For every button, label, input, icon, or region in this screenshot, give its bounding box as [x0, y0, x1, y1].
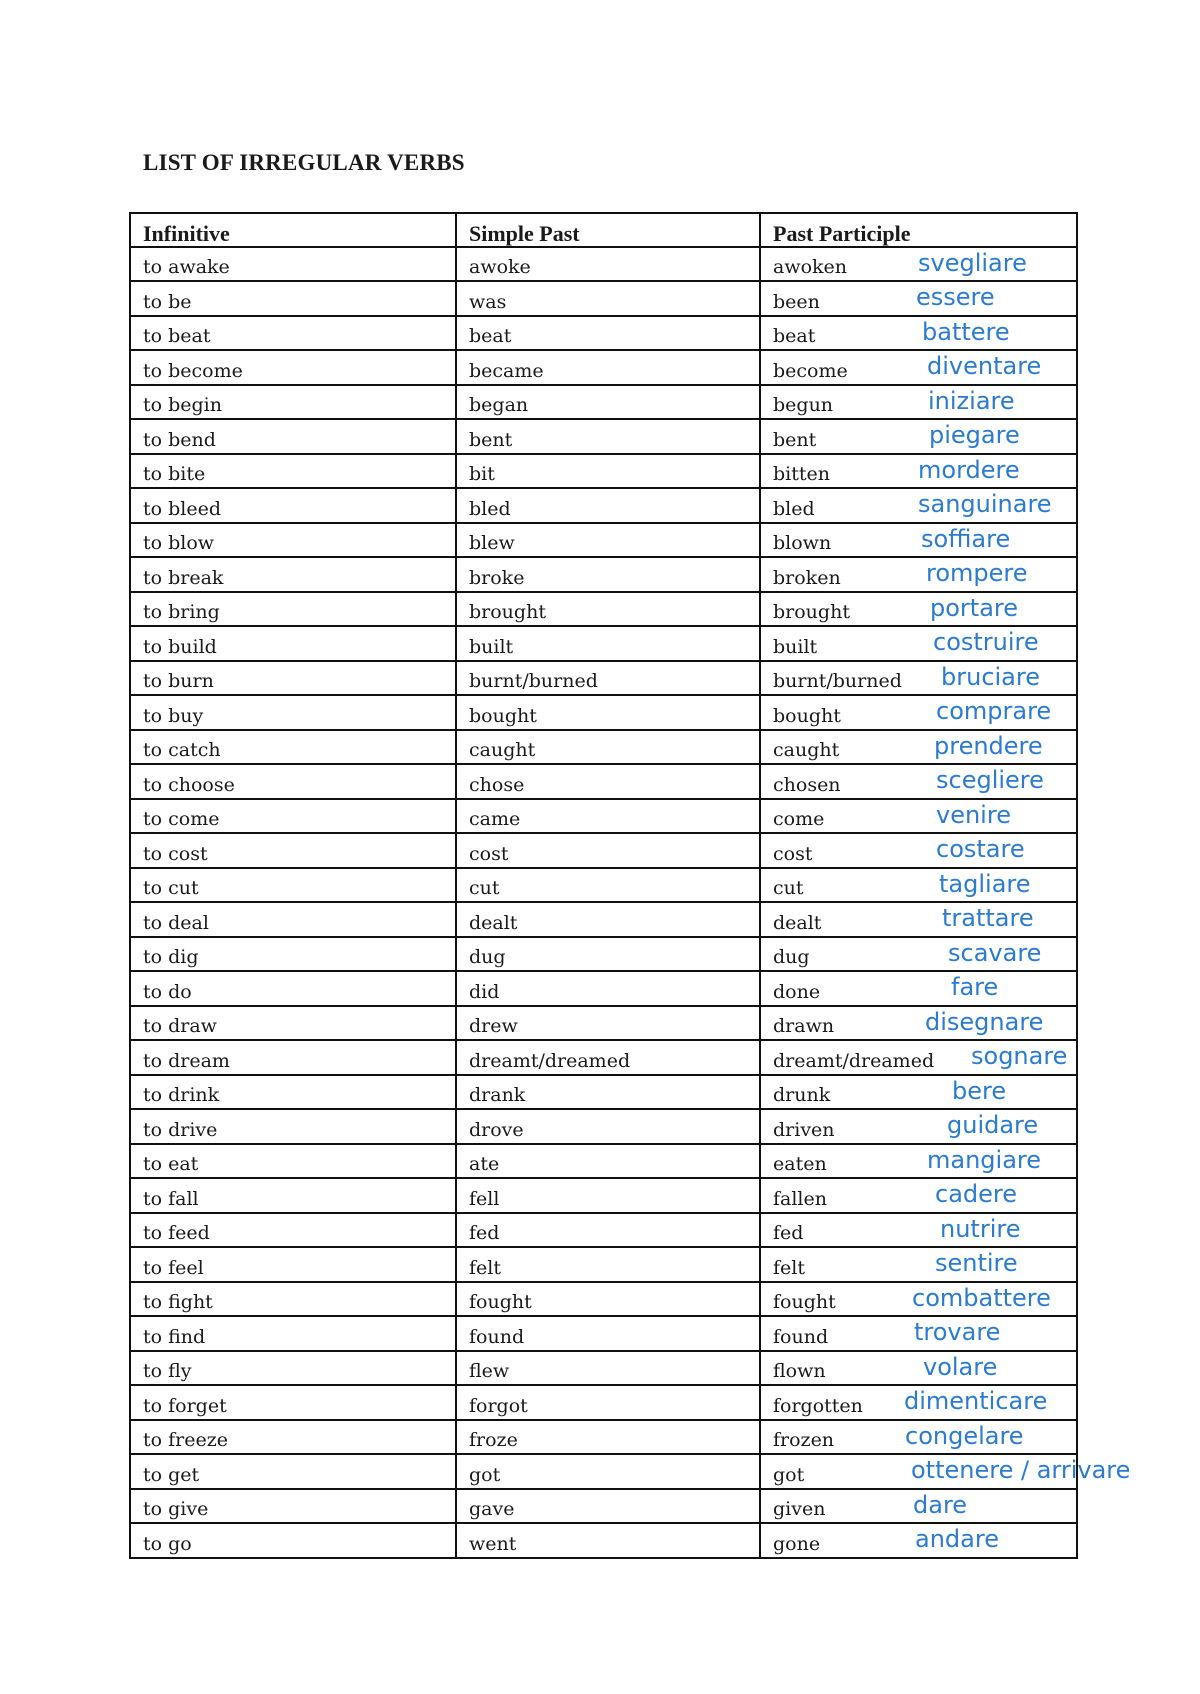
past-participle-cell [760, 730, 1077, 765]
italian-translation-annotation: sognare [971, 1042, 1068, 1070]
simple-past-cell: drew [456, 1006, 760, 1041]
simple-past-cell: ate [456, 1144, 760, 1179]
simple-past-cell: came [456, 799, 760, 834]
past-participle-text: built [773, 635, 818, 658]
past-participle-cell [760, 1178, 1077, 1213]
table-row [130, 454, 1077, 489]
simple-past-cell: froze [456, 1420, 760, 1455]
italian-translation-annotation: fare [951, 973, 999, 1001]
italian-translation-annotation: comprare [936, 697, 1052, 725]
past-participle-cell [760, 316, 1077, 351]
infinitive-cell: to deal [130, 902, 456, 937]
italian-translation-annotation: tagliare [939, 869, 1031, 898]
simple-past-cell: blew [456, 523, 760, 558]
infinitive-cell: to beat [130, 316, 456, 351]
past-participle-cell [760, 764, 1077, 799]
past-participle-cell [760, 661, 1077, 696]
past-participle-cell [760, 1109, 1077, 1144]
past-participle-cell [760, 1006, 1077, 1041]
simple-past-cell: fed [456, 1213, 760, 1248]
past-participle-cell [760, 1454, 1131, 1489]
past-participle-text: bent [773, 428, 817, 451]
past-participle-text: drawn [773, 1015, 835, 1037]
infinitive-cell: to go [130, 1523, 456, 1558]
past-participle-text: become [773, 359, 848, 382]
past-participle-text: bought [773, 704, 841, 727]
simple-past-cell: dug [456, 937, 760, 972]
simple-past-cell: was [456, 281, 760, 316]
infinitive-cell: to begin [130, 385, 456, 420]
past-participle-text: frozen [773, 1429, 835, 1451]
italian-translation-annotation: combattere [912, 1283, 1051, 1312]
infinitive-cell: to bring [130, 592, 456, 627]
table-row [130, 385, 1077, 420]
past-participle-cell [760, 626, 1077, 661]
table-row [130, 661, 1077, 696]
past-participle-text: begun [773, 394, 834, 416]
infinitive-cell: to feel [130, 1247, 456, 1282]
italian-translation-annotation: portare [930, 593, 1019, 622]
infinitive-cell: to draw [130, 1006, 456, 1041]
past-participle-text: got [773, 1463, 805, 1486]
table-row [130, 695, 1077, 730]
simple-past-cell: began [456, 385, 760, 420]
past-participle-text: cut [773, 877, 804, 899]
italian-translation-annotation: volare [923, 1352, 998, 1381]
past-participle-text: dreamt/dreamed [773, 1049, 935, 1072]
simple-past-cell: dealt [456, 902, 760, 937]
past-participle-text: caught [773, 739, 840, 761]
past-participle-text: cost [773, 842, 813, 865]
italian-translation-annotation: iniziare [928, 386, 1015, 415]
past-participle-text: chosen [773, 773, 841, 796]
past-participle-cell [760, 592, 1077, 627]
past-participle-text: beat [773, 325, 816, 347]
italian-translation-annotation: soffiare [921, 524, 1011, 553]
italian-translation-annotation: costruire [933, 628, 1039, 656]
past-participle-text: fed [773, 1222, 804, 1244]
italian-translation-annotation: svegliare [918, 248, 1027, 277]
infinitive-cell: to come [130, 799, 456, 834]
table-row [130, 316, 1077, 351]
past-participle-cell [760, 695, 1077, 730]
column-header-simple-past: Simple Past [456, 213, 760, 247]
simple-past-cell: chose [456, 764, 760, 799]
infinitive-cell: to freeze [130, 1420, 456, 1455]
table-row [130, 937, 1077, 972]
table-row [130, 1316, 1077, 1351]
past-participle-cell [760, 799, 1077, 834]
simple-past-cell: cost [456, 833, 760, 868]
table-row [130, 1075, 1077, 1110]
past-participle-cell [760, 557, 1077, 592]
italian-translation-annotation: trattare [942, 904, 1034, 932]
italian-translation-annotation: mordere [918, 455, 1020, 484]
past-participle-cell [760, 1351, 1077, 1386]
simple-past-cell: broke [456, 557, 760, 592]
italian-translation-annotation: congelare [905, 1421, 1024, 1450]
past-participle-text: bitten [773, 463, 830, 485]
past-participle-text: dug [773, 946, 810, 968]
italian-translation-annotation: dare [913, 1490, 968, 1519]
table-row [130, 902, 1077, 937]
italian-translation-annotation: bruciare [941, 662, 1040, 691]
past-participle-text: broken [773, 566, 841, 589]
past-participle-text: drunk [773, 1084, 831, 1106]
infinitive-cell: to catch [130, 730, 456, 765]
italian-translation-annotation: scegliere [936, 766, 1044, 794]
table-row [130, 488, 1077, 523]
past-participle-cell [760, 868, 1077, 903]
past-participle-text: fallen [773, 1187, 827, 1210]
past-participle-text: eaten [773, 1153, 827, 1175]
simple-past-cell: fought [456, 1282, 760, 1317]
infinitive-cell: to build [130, 626, 456, 661]
italian-translation-annotation: battere [922, 317, 1010, 346]
past-participle-cell [760, 1282, 1077, 1317]
table-row [130, 419, 1077, 454]
infinitive-cell: to drive [130, 1109, 456, 1144]
infinitive-cell: to dig [130, 937, 456, 972]
past-participle-text: flown [773, 1360, 826, 1382]
table-row [130, 1454, 1077, 1489]
simple-past-cell: got [456, 1454, 760, 1489]
table-row [130, 1282, 1077, 1317]
past-participle-cell [760, 523, 1077, 558]
table-row [130, 764, 1077, 799]
past-participle-cell [760, 1213, 1077, 1248]
past-participle-cell [760, 247, 1077, 282]
simple-past-cell: went [456, 1523, 760, 1558]
simple-past-cell: bit [456, 454, 760, 489]
simple-past-cell: brought [456, 592, 760, 627]
past-participle-cell [760, 937, 1077, 972]
table-row [130, 1385, 1077, 1420]
italian-translation-annotation: dimenticare [904, 1387, 1048, 1415]
italian-translation-annotation: costare [936, 835, 1025, 863]
italian-translation-annotation: cadere [935, 1180, 1018, 1208]
infinitive-cell: to burn [130, 661, 456, 696]
past-participle-cell [760, 833, 1077, 868]
simple-past-cell: flew [456, 1351, 760, 1386]
column-header-infinitive: Infinitive [130, 213, 456, 247]
simple-past-cell: awoke [456, 247, 760, 282]
table-row [130, 1489, 1077, 1524]
infinitive-cell: to be [130, 281, 456, 316]
italian-translation-annotation: andare [915, 1525, 999, 1553]
past-participle-cell [760, 488, 1077, 523]
infinitive-cell: to bite [130, 454, 456, 489]
simple-past-cell: did [456, 971, 760, 1006]
infinitive-cell: to choose [130, 764, 456, 799]
past-participle-cell [760, 454, 1077, 489]
table-row [130, 1213, 1077, 1248]
simple-past-cell: became [456, 350, 760, 385]
table-row [130, 1178, 1077, 1213]
past-participle-text: bled [773, 497, 815, 520]
italian-translation-annotation: trovare [914, 1318, 1001, 1346]
table-row [130, 1247, 1077, 1282]
infinitive-cell: to drink [130, 1075, 456, 1110]
infinitive-cell: to cost [130, 833, 456, 868]
infinitive-cell: to break [130, 557, 456, 592]
infinitive-cell: to eat [130, 1144, 456, 1179]
past-participle-cell [760, 971, 1077, 1006]
table-row [130, 1006, 1077, 1041]
italian-translation-annotation: scavare [948, 938, 1042, 967]
table-row [130, 868, 1077, 903]
past-participle-text: fought [773, 1291, 836, 1313]
infinitive-cell: to bleed [130, 488, 456, 523]
past-participle-cell [760, 1489, 1077, 1524]
past-participle-text: driven [773, 1118, 835, 1141]
past-participle-text: given [773, 1498, 826, 1520]
infinitive-cell: to get [130, 1454, 456, 1489]
italian-translation-annotation: prendere [934, 731, 1043, 760]
irregular-verbs-table [129, 212, 1131, 1559]
italian-translation-annotation: essere [916, 283, 995, 311]
table-header-row [130, 213, 1077, 247]
past-participle-text: dealt [773, 911, 822, 934]
infinitive-cell: to become [130, 350, 456, 385]
infinitive-cell: to fly [130, 1351, 456, 1386]
italian-translation-annotation: disegnare [925, 1007, 1044, 1036]
past-participle-text: awoken [773, 256, 848, 278]
table-row [130, 1040, 1077, 1075]
italian-translation-annotation: piegare [929, 421, 1020, 449]
past-participle-cell [760, 1075, 1077, 1110]
infinitive-cell: to buy [130, 695, 456, 730]
table-row [130, 557, 1077, 592]
past-participle-text: found [773, 1325, 829, 1348]
table-row [130, 1351, 1077, 1386]
past-participle-text: done [773, 980, 821, 1003]
infinitive-cell: to find [130, 1316, 456, 1351]
past-participle-cell [760, 281, 1077, 316]
past-participle-text: burnt/burned [773, 670, 902, 692]
simple-past-cell: cut [456, 868, 760, 903]
past-participle-cell [760, 1385, 1077, 1420]
infinitive-cell: to dream [130, 1040, 456, 1075]
table-row [130, 1523, 1077, 1558]
table-body [130, 247, 1131, 1558]
italian-translation-annotation: mangiare [927, 1145, 1042, 1174]
past-participle-cell [760, 1144, 1077, 1179]
past-participle-text: brought [773, 601, 850, 623]
past-participle-cell [760, 419, 1077, 454]
past-participle-text: gone [773, 1532, 821, 1555]
italian-translation-annotation: venire [936, 800, 1011, 829]
past-participle-cell [760, 385, 1077, 420]
italian-translation-annotation: ottenere / arrivare [911, 1456, 1131, 1484]
infinitive-cell: to cut [130, 868, 456, 903]
past-participle-cell [760, 1247, 1077, 1282]
table-row [130, 799, 1077, 834]
table-row [130, 247, 1077, 282]
table-row [130, 1109, 1077, 1144]
simple-past-cell: found [456, 1316, 760, 1351]
table-row [130, 730, 1077, 765]
past-participle-cell [760, 1040, 1077, 1075]
italian-translation-annotation: bere [952, 1076, 1007, 1105]
past-participle-text: forgotten [773, 1394, 863, 1417]
italian-translation-annotation: sanguinare [918, 490, 1052, 518]
simple-past-cell: gave [456, 1489, 760, 1524]
simple-past-cell: bent [456, 419, 760, 454]
table-row [130, 833, 1077, 868]
italian-translation-annotation: nutrire [940, 1214, 1021, 1243]
italian-translation-annotation: diventare [927, 352, 1042, 380]
infinitive-cell: to blow [130, 523, 456, 558]
past-participle-cell [760, 1420, 1077, 1455]
past-participle-text: blown [773, 532, 832, 554]
page-title: LIST OF IRREGULAR VERBS [143, 150, 465, 175]
simple-past-cell: dreamt/dreamed [456, 1040, 760, 1075]
italian-translation-annotation: rompere [926, 559, 1028, 587]
table-row [130, 281, 1077, 316]
infinitive-cell: to feed [130, 1213, 456, 1248]
italian-translation-annotation: guidare [947, 1111, 1039, 1139]
infinitive-cell: to fall [130, 1178, 456, 1213]
simple-past-cell: forgot [456, 1385, 760, 1420]
past-participle-cell [760, 902, 1077, 937]
simple-past-cell: drank [456, 1075, 760, 1110]
past-participle-cell [760, 1316, 1077, 1351]
simple-past-cell: caught [456, 730, 760, 765]
past-participle-cell [760, 350, 1077, 385]
table-row [130, 1144, 1077, 1179]
past-participle-text: been [773, 290, 820, 313]
table-row [130, 350, 1077, 385]
simple-past-cell: bought [456, 695, 760, 730]
simple-past-cell: beat [456, 316, 760, 351]
infinitive-cell: to bend [130, 419, 456, 454]
simple-past-cell: bled [456, 488, 760, 523]
table-row [130, 592, 1077, 627]
column-header-past-participle: Past Participle [760, 213, 1077, 247]
infinitive-cell: to forget [130, 1385, 456, 1420]
infinitive-cell: to do [130, 971, 456, 1006]
table-row [130, 626, 1077, 661]
table-row [130, 1420, 1077, 1455]
past-participle-text: felt [773, 1256, 805, 1279]
past-participle-text: come [773, 808, 825, 830]
infinitive-cell: to give [130, 1489, 456, 1524]
italian-translation-annotation: sentire [935, 1249, 1018, 1277]
table-row [130, 523, 1077, 558]
simple-past-cell: burnt/burned [456, 661, 760, 696]
simple-past-cell: fell [456, 1178, 760, 1213]
infinitive-cell: to awake [130, 247, 456, 282]
simple-past-cell: felt [456, 1247, 760, 1282]
simple-past-cell: drove [456, 1109, 760, 1144]
infinitive-cell: to fight [130, 1282, 456, 1317]
past-participle-cell [760, 1523, 1077, 1558]
table-row [130, 971, 1077, 1006]
simple-past-cell: built [456, 626, 760, 661]
